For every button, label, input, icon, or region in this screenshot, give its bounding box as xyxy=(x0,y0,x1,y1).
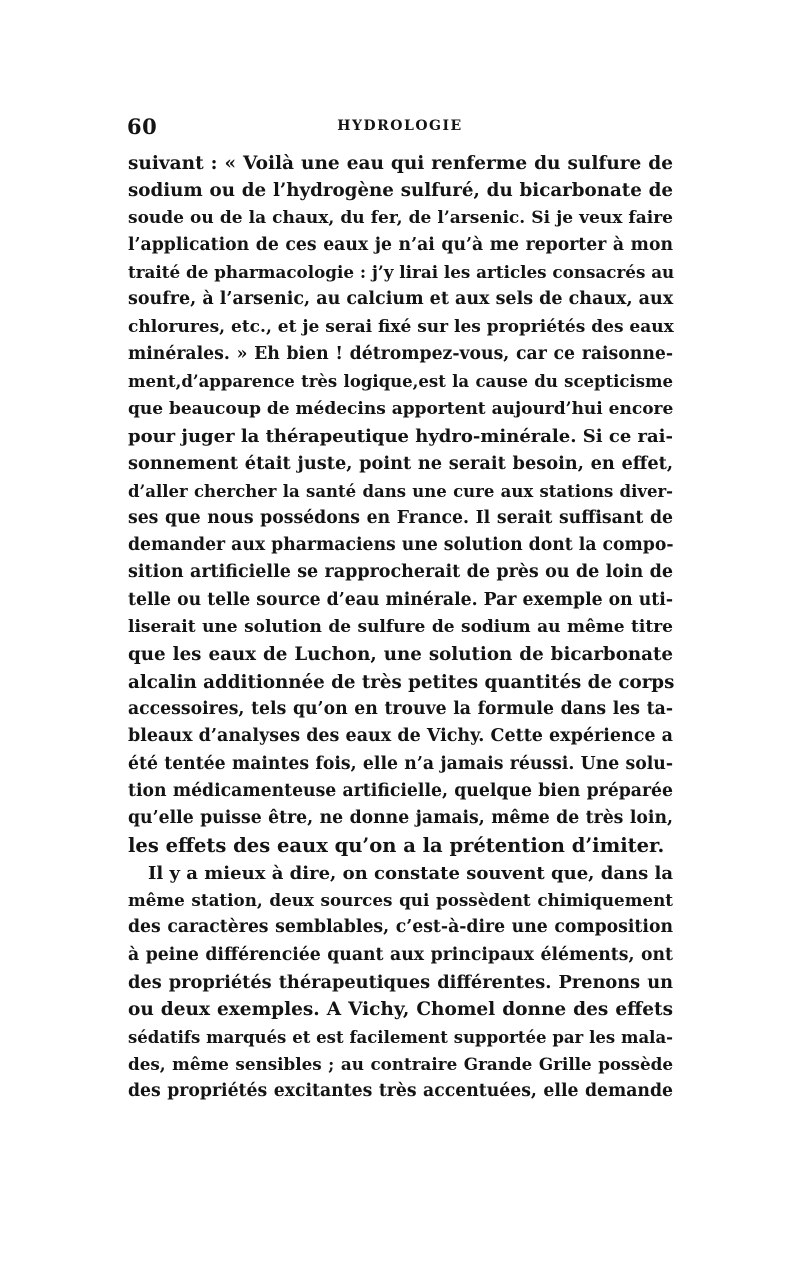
text-line: minérales. » Eh bien ! détrompez-vous, car ce raisonne- xyxy=(128,344,673,365)
text-line: accessoires, tels qu’on en trouve la formule dans les ta- xyxy=(128,698,673,719)
text-line: d’aller chercher la santé dans une cure aux stations diver- xyxy=(128,481,673,501)
text-line: sonnement était juste, point ne serait besoin, en effet, xyxy=(128,453,673,475)
text-line: qu’elle puisse être, ne donne jamais, même de très loin, xyxy=(128,808,673,829)
text-line: ment,d’apparence très logique,est la cause du scepticisme xyxy=(128,372,673,392)
text-line: traité de pharmacologie : j’y lirai les articles consacrés au xyxy=(128,262,675,283)
text-line: ou deux exemples. A Vichy, Chomel donne des effets xyxy=(128,999,673,1021)
text-line: même station, deux sources qui possèdent chimiquement xyxy=(128,890,673,911)
text-line: alcalin additionnée de très petites quantités de corps xyxy=(128,671,675,693)
text-line: à peine différenciée quant aux principaux éléments, ont xyxy=(128,944,673,965)
text-line: les effets des eaux qu’on a la prétention d’imiter. xyxy=(128,834,665,858)
text-line: l’application de ces eaux je n’ai qu’à me reporter à mon xyxy=(128,234,673,255)
body-text xyxy=(128,150,673,1105)
text-line: sodium ou de l’hydrogène sulfuré, du bicarbonate de xyxy=(128,180,673,202)
text-line: soufre, à l’arsenic, au calcium et aux sels de chaux, aux xyxy=(128,289,674,310)
text-line: suivant : « Voilà une eau qui renferme du sulfure de xyxy=(128,153,673,174)
paragraph-2 xyxy=(128,860,673,1106)
text-line: que beaucoup de médecins apportent aujourd’hui encore xyxy=(128,398,674,419)
running-title: HYDROLOGIE xyxy=(337,118,463,134)
text-line: bleaux d’analyses des eaux de Vichy. Cette expérience a xyxy=(128,726,673,747)
text-line: des caractères semblables, c’est-à-dire une composition xyxy=(128,917,673,938)
text-line: chlorures, etc., et je serai fixé sur les propriétés des eaux xyxy=(128,316,674,337)
text-line: tion médicamenteuse artificielle, quelque bien préparée xyxy=(128,780,673,801)
text-line: pour juger la thérapeutique hydro-minérale. Si ce rai- xyxy=(128,425,673,447)
text-line: telle ou telle source d’eau minérale. Par exemple on uti- xyxy=(128,589,673,610)
text-line: été tentée maintes fois, elle n’a jamais réussi. Une solu- xyxy=(128,753,673,774)
text-line: des propriétés excitantes très accentuées, elle demande xyxy=(128,1081,673,1102)
text-line: des propriétés thérapeutiques différentes. Prenons un xyxy=(128,971,673,993)
text-line: que les eaux de Luchon, une solution de bicarbonate xyxy=(128,644,673,666)
paragraph-1 xyxy=(128,150,673,860)
text-line: ses que nous possédons en France. Il serait suffisant de xyxy=(128,507,673,528)
text-line: sédatifs marqués et est facilement supportée par les mala- xyxy=(128,1027,673,1047)
text-line: sition artificielle se rapprocherait de près ou de loin de xyxy=(128,562,673,583)
page-number: 60 xyxy=(127,114,158,139)
text-line: Il y a mieux à dire, on constate souvent que, dans la xyxy=(148,862,673,884)
text-line: liserait une solution de sulfure de sodium au même titre xyxy=(128,617,673,638)
text-line: des, même sensibles ; au contraire Grande Grille possède xyxy=(128,1053,673,1074)
text-line: soude ou de la chaux, du fer, de l’arsenic. Si je veux faire xyxy=(128,207,673,228)
text-line: demander aux pharmaciens une solution dont la compo- xyxy=(128,535,674,556)
